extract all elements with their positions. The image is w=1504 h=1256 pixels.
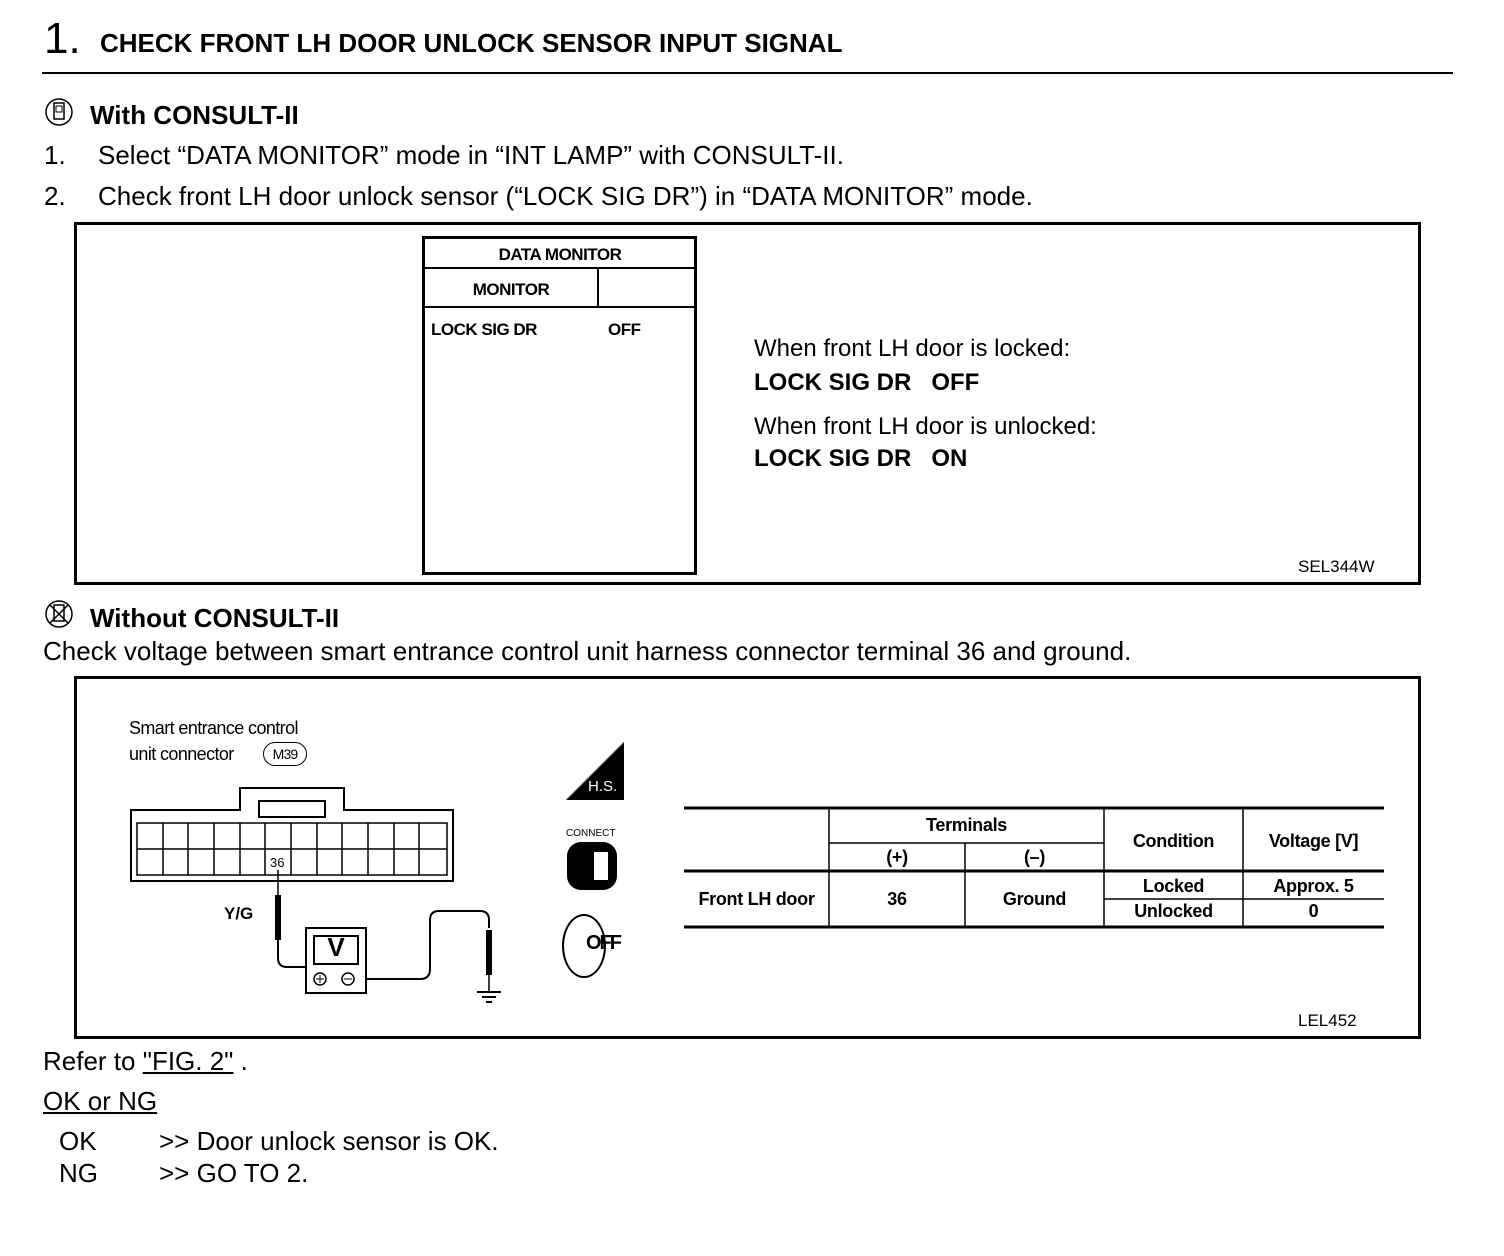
th-terminals: Terminals bbox=[926, 815, 1007, 835]
wire-color-label: Y/G bbox=[224, 904, 254, 923]
th-condition: Condition bbox=[1132, 831, 1215, 851]
divider bbox=[424, 267, 696, 269]
figure-code: LEL452 bbox=[1298, 1011, 1357, 1030]
unlocked-value: LOCK SIG DR ON bbox=[754, 445, 968, 472]
result-title: OK or NG bbox=[43, 1086, 158, 1116]
title-rule bbox=[42, 72, 1453, 74]
th-plus: (+) bbox=[886, 847, 908, 867]
unlocked-label: When front LH door is unlocked: bbox=[754, 413, 1097, 440]
connector-icon-detail bbox=[594, 852, 608, 880]
ng-text: >> GO TO 2. bbox=[159, 1158, 309, 1188]
locked-label: When front LH door is locked: bbox=[754, 335, 1071, 362]
th-voltage: Voltage [V] bbox=[1268, 831, 1359, 851]
ok-label: OK bbox=[59, 1126, 97, 1156]
cell-condition-locked: Locked bbox=[1142, 876, 1205, 896]
fig2-link[interactable]: "FIG. 2" bbox=[142, 1046, 234, 1076]
cell-plus: 36 bbox=[887, 889, 907, 909]
connector-label-2: unit connector bbox=[129, 744, 234, 764]
connector-id-badge: M39 bbox=[263, 742, 307, 766]
locked-value: LOCK SIG DR OFF bbox=[754, 369, 980, 396]
connector-label-1: Smart entrance control bbox=[129, 718, 298, 738]
cell-voltage-unlocked: 0 bbox=[1308, 901, 1319, 921]
no-consult-icon bbox=[44, 599, 74, 629]
consult-figure bbox=[74, 222, 1421, 585]
screen-title: DATA MONITOR bbox=[498, 245, 622, 264]
consult-icon bbox=[44, 97, 74, 127]
terminal-36-label: 36 bbox=[270, 855, 285, 870]
monitor-value: OFF bbox=[608, 320, 641, 339]
ng-label: NG bbox=[59, 1158, 98, 1188]
step-number: 1. bbox=[44, 14, 81, 63]
step-1-num: 1. bbox=[44, 140, 66, 170]
step-2-num: 2. bbox=[44, 181, 66, 211]
step-1-text: Select “DATA MONITOR” mode in “INT LAMP” with CONSULT-II. bbox=[98, 140, 844, 170]
refer-line bbox=[43, 1046, 248, 1077]
ignition-off-label: OFF bbox=[586, 932, 620, 954]
without-consult-title: Without CONSULT-II bbox=[90, 603, 340, 633]
connect-label: CONNECT bbox=[566, 828, 616, 839]
ok-text: >> Door unlock sensor is OK. bbox=[159, 1126, 499, 1156]
divider bbox=[424, 306, 696, 308]
cell-voltage-locked: Approx. 5 bbox=[1273, 876, 1354, 896]
refer-suffix: . bbox=[233, 1046, 248, 1076]
cell-condition-unlocked: Unlocked bbox=[1134, 901, 1213, 921]
without-consult-text: Check voltage between smart entrance control unit harness connector terminal 36 and ground. bbox=[43, 636, 1132, 666]
monitor-header: MONITOR bbox=[472, 280, 550, 299]
voltmeter-display: V bbox=[327, 932, 345, 962]
step-2-text: Check front LH door unlock sensor (“LOCK SIG DR”) in “DATA MONITOR” mode. bbox=[98, 181, 1033, 211]
disconnect-connector-icon bbox=[567, 842, 617, 890]
figure-code: SEL344W bbox=[1298, 557, 1375, 576]
page-title: CHECK FRONT LH DOOR UNLOCK SENSOR INPUT SIGNAL bbox=[100, 28, 843, 58]
refer-prefix: Refer to bbox=[43, 1046, 143, 1076]
row-label: Front LH door bbox=[698, 889, 815, 909]
hs-label: H.S. bbox=[588, 778, 618, 795]
th-minus: (–) bbox=[1023, 847, 1046, 867]
connector-wiring-diagram bbox=[120, 780, 520, 1010]
cell-minus: Ground bbox=[1002, 889, 1067, 909]
monitor-item: LOCK SIG DR bbox=[431, 320, 537, 339]
with-consult-title: With CONSULT-II bbox=[90, 100, 299, 130]
